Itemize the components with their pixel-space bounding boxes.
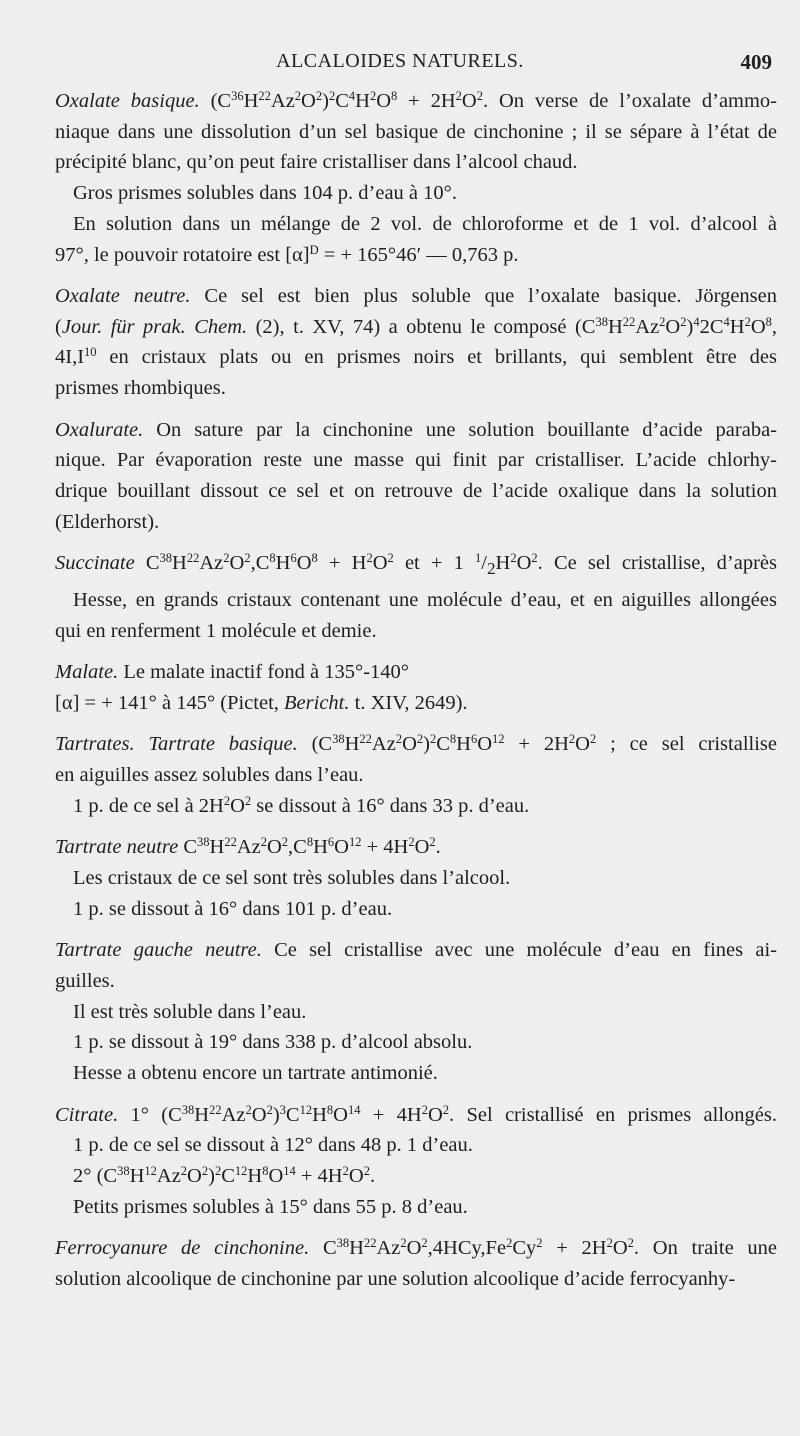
header-title: ALCALOIDES NATURELS. [276, 50, 524, 72]
text-line: [α] = + 141° à 145° (Pictet, Bericht. t. XIV, 2649). [55, 691, 468, 714]
text-line: précipité blanc, qu’on peut faire cristalliser dans l’alcool chaud. [55, 151, 578, 174]
text-line: Il est très soluble dans l’eau. [73, 1000, 307, 1023]
paragraph-section [55, 548, 777, 646]
text-line: Oxalate basique. $(C^{36}H^{22}Az^2O^2)^2C^4H^2O^8 + 2H^2O^2$. On verse de l’oxalate d’ammo- [55, 89, 778, 112]
paragraph-section [55, 281, 777, 404]
text-line: qui en renferment 1 molécule et demie. [55, 619, 377, 642]
text-line: solution alcoolique de cinchonine par une solution alcoolique d’acide ferrocyanhy- [55, 1267, 736, 1290]
paragraph-section [55, 657, 777, 718]
text-line: guilles. [55, 969, 115, 992]
text-line: Oxalate neutre. Ce sel est bien plus soluble que l’oxalate basique. Jörgensen [55, 285, 777, 308]
paragraph-section [55, 832, 777, 924]
text-line: 1 p. de ce sel se dissout à 12° dans 48 p. 1 d’eau. [73, 1134, 473, 1157]
paragraph-section [55, 86, 777, 270]
text-line: Malate. Le malate inactif fond à 135°-140° [55, 661, 409, 684]
paragraph-section [55, 1100, 777, 1223]
text-line: nique. Par évaporation reste une masse qui finit par cristalliser. L’acide chlorhy- [55, 449, 777, 472]
text-line: Hesse, en grands cristaux contenant une molécule d’eau, et en aiguilles allongées [73, 589, 777, 612]
paragraph-section [55, 729, 777, 821]
text-line: en aiguilles assez solubles dans l’eau. [55, 764, 364, 787]
text-line: (Elderhorst). [55, 510, 160, 533]
text-line: niaque dans une dissolution d’un sel basique de cinchonine ; il se sépare à l’état de [55, 120, 777, 143]
text-line: Oxalurate. On sature par la cinchonine une solution bouillante d’acide paraba- [55, 418, 777, 441]
text-line: drique bouillant dissout ce sel et on retrouve de l’acide oxalique dans la solution [55, 480, 777, 503]
text-line: 2° $(C^{38}H^{12}Az^2O^2)^2C^{12}H^8O^{14} + 4H^2O^2$. [73, 1163, 376, 1187]
text-line: Ferrocyanure de cinchonine. $C^{38}H^{22}Az^2O^2,4HCy,Fe^2Cy^2 + 2H^2O^2$. On traite une [55, 1236, 777, 1260]
text-line: Les cristaux de ce sel sont très solubles dans l’alcool. [73, 867, 511, 890]
text-line: 1 p. de ce sel à $2H^2O^2$ se dissout à 16° dans 33 p. d’eau. [73, 793, 530, 817]
paragraph-section [55, 935, 777, 1089]
text-line: 1 p. se dissout à 16° dans 101 p. d’eau. [73, 897, 393, 920]
text-line: $4I,I^{10}$ en cristaux plats ou en prismes noirs et brillants, qui semblent être des [55, 345, 777, 369]
paragraph-section [55, 1233, 777, 1294]
text-line: prismes rhombiques. [55, 377, 226, 400]
text-line: Hesse a obtenu encore un tartrate antimonié. [73, 1062, 438, 1085]
text-line: 1 p. se dissout à 19° dans 338 p. d’alcool absolu. [73, 1031, 473, 1054]
text-line: Tartrate gauche neutre. Ce sel cristallise avec une molécule d’eau en fines ai- [55, 939, 777, 962]
paragraph-section [55, 415, 777, 538]
text-line: (Jour. für prak. Chem. (2), t. XV, 74) a obtenu le composé $(C^{38}H^{22}Az^2O^2)^42C^4H^2O^8$, [55, 314, 777, 338]
text-line: Tartrate neutre $C^{38}H^{22}Az^2O^2,C^8H^6O^{12} + 4H^2O^2$. [55, 835, 441, 859]
text-line: Petits prismes solubles à 15° dans 55 p. 8 d’eau. [73, 1195, 468, 1218]
text-line: Gros prismes solubles dans 104 p. d’eau à 10°. [73, 182, 457, 205]
text-line: 97°, le pouvoir rotatoire est $[\alpha]^D$ = + 165°46′ — 0,763 p. [55, 242, 519, 266]
text-line: Succinate $C^{38}H^{22}Az^2O^2,C^8H^6O^8 + H^2O^2$ et + 1 $^1/_2H^2O^2$. Ce sel cristallise, d’après [55, 551, 777, 579]
running-header [0, 50, 800, 80]
text-line: Tartrates. Tartrate basique. $(C^{38}H^{22}Az^2O^2)^2C^8H^6O^{12} + 2H^2O^2$ ; ce sel cristallise [55, 732, 777, 756]
text-line: En solution dans un mélange de 2 vol. de chloroforme et de 1 vol. d’alcool à [73, 212, 777, 235]
page-number: 409 [740, 50, 772, 74]
text-body [55, 86, 777, 1305]
text-line: Citrate. 1° $(C^{38}H^{22}Az^2O^2)^3C^{12}H^8O^{14} + 4H^2O^2$. Sel cristallisé en prismes allongés. [55, 1102, 777, 1126]
